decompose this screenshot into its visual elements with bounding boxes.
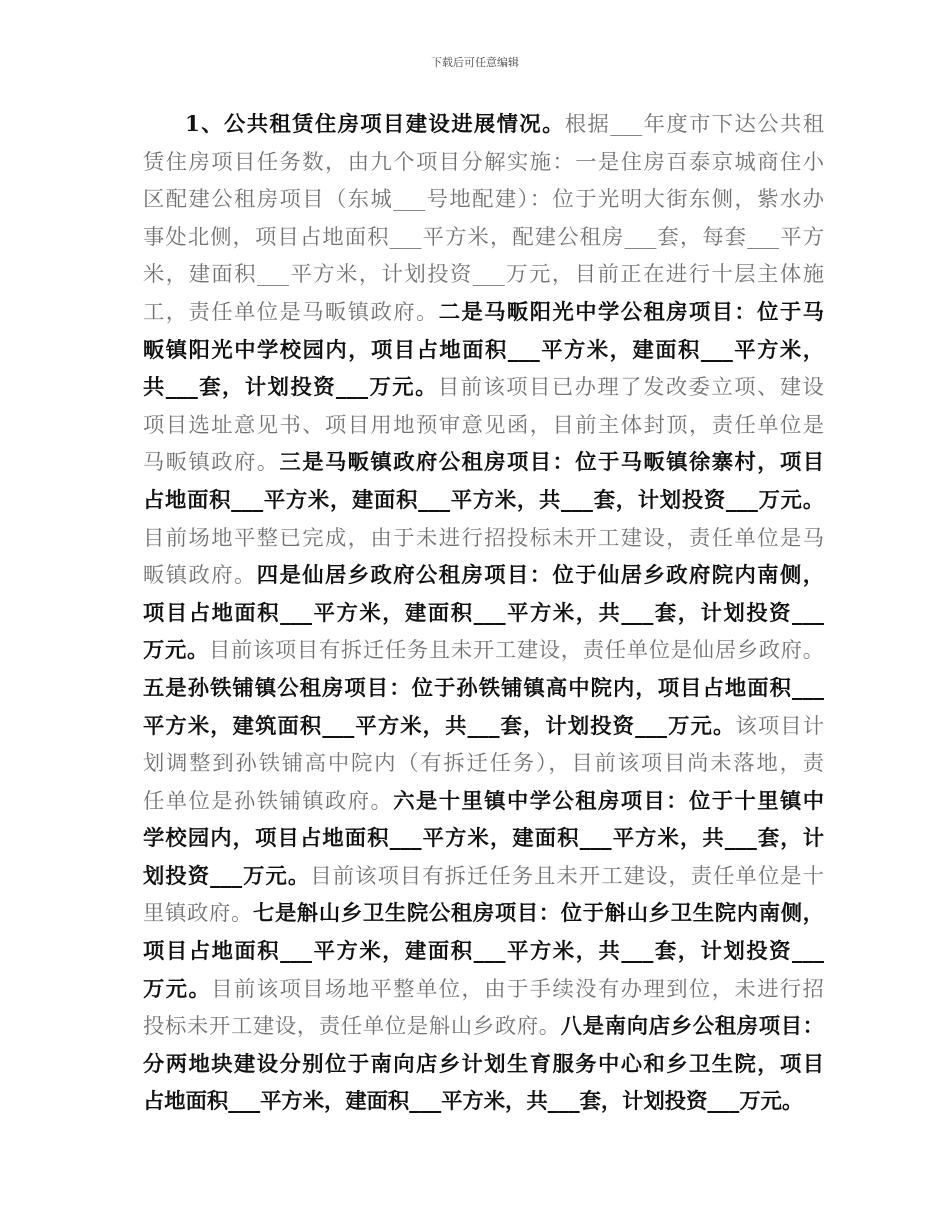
text-segment: 米，建面积___平方米，计划投资___万元，目前正在进行十层主体施 (143, 262, 824, 288)
text-line (143, 482, 824, 520)
bold-text-segment: 二是马畈阳光中学公租房项目：位于马 (438, 299, 824, 325)
bold-text-segment: 1、公共租赁住房项目建设进展情况。 (185, 112, 565, 137)
text-segment: 马畈镇政府。 (143, 450, 280, 476)
bold-text-segment: 共___套，计划投资___万元。 (143, 375, 438, 401)
text-line (143, 144, 824, 182)
text-segment: 工，责任单位是马畈镇政府。 (143, 299, 439, 325)
text-segment: 任单位是孙铁铺镇政府。 (143, 788, 394, 814)
bold-text-segment: 学校园内，项目占地面积___平方米，建面积___平方米，共___套，计 (143, 826, 824, 852)
bold-text-segment: 划投资___万元。 (143, 863, 311, 889)
text-line (143, 708, 824, 746)
bold-text-segment: 项目占地面积___平方米，建面积___平方米，共___套，计划投资___ (143, 600, 824, 626)
text-line (143, 1008, 824, 1046)
text-line (143, 1046, 824, 1084)
text-segment: 划调整到孙铁铺高中院内（有拆迁任务），目前该项目尚未落地，责 (143, 751, 824, 777)
bold-text-segment: 万元。 (143, 638, 209, 664)
text-segment: 事处北侧，项目占地面积___平方米，配建公租房___套，每套___平方 (143, 224, 824, 250)
document-body (143, 106, 824, 1121)
bold-text-segment: 四是仙居乡政府公租房项目：位于仙居乡政府院内南侧， (256, 563, 824, 589)
text-segment: 赁住房项目任务数，由九个项目分解实施：一是住房百泰京城商住小 (143, 149, 824, 175)
text-line (143, 369, 824, 407)
text-line (143, 444, 824, 482)
text-line (143, 632, 824, 670)
text-segment: 目前该项目有拆迁任务且未开工建设，责任单位是仙居乡政府。 (208, 638, 824, 664)
text-line (143, 670, 824, 708)
text-line (143, 181, 824, 219)
text-segment: 根据___年度市下达公共租 (564, 112, 824, 137)
page-header: 下载后可任意编辑 (431, 56, 519, 69)
bold-text-segment: 分两地块建设分别位于南向店乡计划生育服务中心和乡卫生院，项目 (143, 1051, 824, 1077)
text-segment: 该项目计 (735, 713, 824, 739)
text-line (143, 219, 824, 257)
text-line (143, 1083, 824, 1121)
bold-text-segment: 占地面积___平方米，建面积___平方米，共___套，计划投资___万元。 (143, 1089, 804, 1115)
text-segment: 目前该项目有拆迁任务且未开工建设，责任单位是十 (310, 863, 824, 889)
bold-text-segment: 平方米，建筑面积___平方米，共___套，计划投资___万元。 (143, 713, 736, 739)
bold-text-segment: 占地面积___平方米，建面积___平方米，共___套，计划投资___万元。 (143, 487, 824, 513)
text-segment: 投标未开工建设，责任单位是斛山乡政府。 (143, 1014, 561, 1040)
bold-text-segment: 万元。 (143, 976, 212, 1002)
text-line (143, 520, 824, 558)
text-line (143, 557, 824, 595)
text-segment: 畈镇政府。 (143, 563, 257, 589)
bold-text-segment: 五是孙铁铺镇公租房项目：位于孙铁铺镇高中院内，项目占地面积___ (143, 675, 824, 701)
text-line (143, 256, 824, 294)
text-line (143, 745, 824, 783)
text-line (143, 106, 824, 144)
text-segment: 区配建公租房项目（东城___号地配建）：位于光明大街东侧，紫水办 (143, 187, 824, 213)
text-line (143, 971, 824, 1009)
text-line (143, 895, 824, 933)
text-segment: 目前场地平整已完成，由于未进行招投标未开工建设，责任单位是马 (143, 525, 824, 551)
text-line (143, 933, 824, 971)
bold-text-segment: 三是马畈镇政府公租房项目：位于马畈镇徐寨村，项目 (279, 450, 824, 476)
bold-text-segment: 畈镇阳光中学校园内，项目占地面积___平方米，建面积___平方米， (143, 337, 824, 363)
text-line (143, 332, 824, 370)
text-line (143, 407, 824, 445)
text-segment: 目前该项目场地平整单位，由于手续没有办理到位，未进行招 (211, 976, 824, 1002)
bold-text-segment: 七是斛山乡卫生院公租房项目：位于斛山乡卫生院内南侧， (252, 901, 824, 927)
text-segment: 项目选址意见书、项目用地预审意见函，目前主体封顶，责任单位是 (143, 412, 824, 438)
text-line (143, 820, 824, 858)
text-line (143, 595, 824, 633)
text-line (143, 858, 824, 896)
bold-text-segment: 八是南向店乡公租房项目： (560, 1014, 824, 1040)
bold-text-segment: 项目占地面积___平方米，建面积___平方米，共___套，计划投资___ (143, 939, 824, 965)
text-segment: 里镇政府。 (143, 901, 253, 927)
text-line (143, 294, 824, 332)
bold-text-segment: 六是十里镇中学公租房项目：位于十里镇中 (393, 788, 824, 814)
text-segment: 目前该项目已办理了发改委立项、建设 (437, 375, 824, 401)
text-line (143, 783, 824, 821)
